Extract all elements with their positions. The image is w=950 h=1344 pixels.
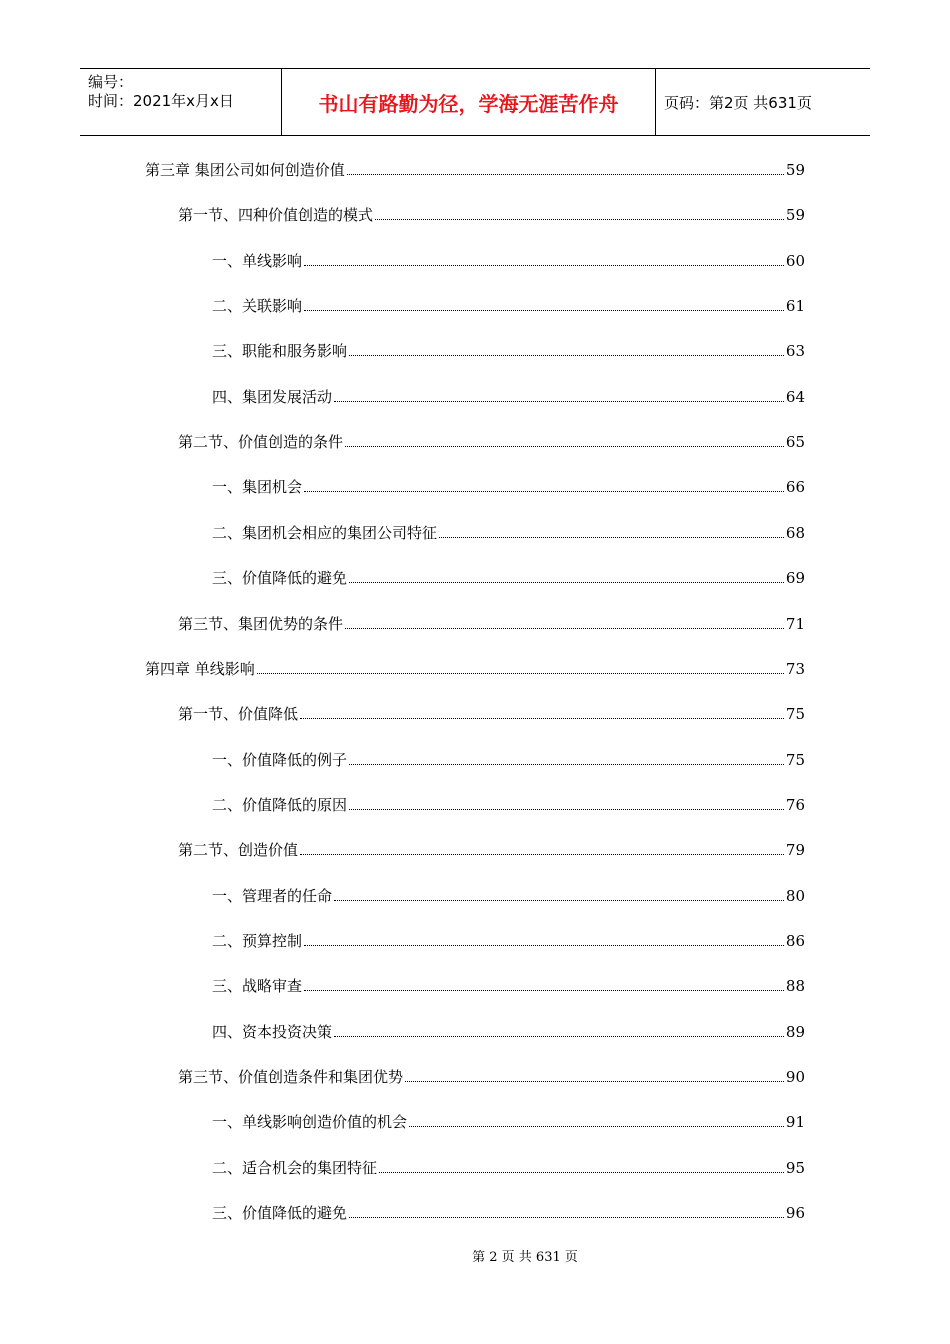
toc-entry[interactable]	[178, 840, 805, 860]
toc-entry[interactable]	[212, 931, 805, 951]
toc-entry-title: 一、单线影响	[212, 252, 303, 270]
toc-entry-title: 一、集团机会	[212, 478, 303, 496]
toc-entry[interactable]	[212, 1203, 805, 1223]
toc-entry[interactable]	[212, 976, 805, 996]
toc-leader-dots	[409, 1126, 784, 1127]
toc-entry-title: 第三节、价值创造条件和集团优势	[178, 1068, 404, 1086]
toc-entry[interactable]	[178, 614, 805, 634]
toc-entry[interactable]	[178, 704, 805, 724]
toc-entry[interactable]	[212, 523, 805, 543]
toc-leader-dots	[375, 219, 784, 220]
toc-entry-page: 71	[785, 615, 805, 633]
toc-entry-title: 第一节、四种价值创造的模式	[178, 206, 374, 224]
toc-leader-dots	[334, 900, 784, 901]
toc-leader-dots	[349, 764, 784, 765]
toc-leader-dots	[300, 718, 784, 719]
toc-entry[interactable]	[212, 387, 805, 407]
toc-leader-dots	[345, 446, 784, 447]
toc-leader-dots	[304, 945, 784, 946]
toc-entry-title: 三、价值降低的避免	[212, 569, 348, 587]
toc-entry-title: 第四章 单线影响	[145, 660, 255, 678]
toc-entry-page: 60	[785, 252, 805, 270]
toc-entry[interactable]	[212, 568, 805, 588]
toc-entry-title: 第二节、价值创造的条件	[178, 433, 344, 451]
toc-entry[interactable]	[212, 1112, 805, 1132]
toc-entry[interactable]	[145, 659, 805, 679]
toc-leader-dots	[304, 265, 784, 266]
header-date: 时间：2021年x月x日	[88, 92, 234, 110]
toc-entry-page: 66	[785, 478, 805, 496]
toc-leader-dots	[439, 537, 784, 538]
toc-entry-page: 80	[785, 887, 805, 905]
toc-leader-dots	[347, 174, 784, 175]
toc-leader-dots	[257, 673, 784, 674]
toc-entry-page: 89	[785, 1023, 805, 1041]
toc-leader-dots	[349, 809, 784, 810]
toc-entry-title: 第三节、集团优势的条件	[178, 615, 344, 633]
toc-entry-page: 73	[785, 660, 805, 678]
toc-entry-page: 88	[785, 977, 805, 995]
toc-leader-dots	[379, 1172, 784, 1173]
toc-entry[interactable]	[212, 750, 805, 770]
page-header	[80, 68, 870, 136]
toc-leader-dots	[304, 491, 784, 492]
toc-entry-title: 第三章 集团公司如何创造价值	[145, 161, 345, 179]
toc-entry-page: 91	[785, 1113, 805, 1131]
toc-entry-title: 一、单线影响创造价值的机会	[212, 1113, 408, 1131]
toc-entry-page: 59	[785, 206, 805, 224]
toc-entry[interactable]	[212, 296, 805, 316]
toc-entry[interactable]	[212, 341, 805, 361]
toc-entry[interactable]	[212, 477, 805, 497]
toc-leader-dots	[405, 1081, 784, 1082]
toc-leader-dots	[349, 355, 784, 356]
toc-leader-dots	[345, 628, 784, 629]
toc-entry-title: 二、关联影响	[212, 297, 303, 315]
toc-leader-dots	[334, 401, 784, 402]
toc-entry[interactable]	[212, 886, 805, 906]
toc-entry-page: 63	[785, 342, 805, 360]
toc-entry-page: 75	[785, 705, 805, 723]
toc-entry-page: 64	[785, 388, 805, 406]
toc-entry-page: 79	[785, 841, 805, 859]
toc-entry-title: 二、预算控制	[212, 932, 303, 950]
toc-entry[interactable]	[212, 251, 805, 271]
toc-entry-page: 65	[785, 433, 805, 451]
toc-entry-title: 三、价值降低的避免	[212, 1204, 348, 1222]
toc-entry-title: 第二节、创造价值	[178, 841, 299, 859]
toc-leader-dots	[349, 1217, 784, 1218]
toc-entry[interactable]	[178, 432, 805, 452]
toc-entry-page: 86	[785, 932, 805, 950]
toc-entry-title: 三、职能和服务影响	[212, 342, 348, 360]
toc-entry-page: 68	[785, 524, 805, 542]
toc-entry[interactable]	[145, 160, 805, 180]
toc-leader-dots	[349, 582, 784, 583]
toc-entry[interactable]	[212, 795, 805, 815]
header-page-info: 页码：第2页 共631页	[664, 93, 812, 112]
toc-leader-dots	[334, 1036, 784, 1037]
toc-leader-dots	[304, 310, 784, 311]
toc-entry-page: 90	[785, 1068, 805, 1086]
toc-entry[interactable]	[178, 1067, 805, 1087]
page-footer: 第 2 页 共 631 页	[472, 1250, 578, 1265]
toc-entry-title: 二、适合机会的集团特征	[212, 1159, 378, 1177]
toc-entry-title: 四、集团发展活动	[212, 388, 333, 406]
toc-entry-title: 三、战略审查	[212, 977, 303, 995]
toc-entry-title: 第一节、价值降低	[178, 705, 299, 723]
toc-entry-page: 61	[785, 297, 805, 315]
header-motto: 书山有路勤为径，学海无涯苦作舟	[282, 69, 656, 135]
toc-entry-page: 95	[785, 1159, 805, 1177]
serial-number: 编号：	[88, 73, 134, 91]
toc-leader-dots	[304, 990, 784, 991]
toc-entry-page: 75	[785, 751, 805, 769]
toc-entry-page: 59	[785, 161, 805, 179]
toc-entry-title: 一、价值降低的例子	[212, 751, 348, 769]
toc-entry-page: 69	[785, 569, 805, 587]
toc-leader-dots	[300, 854, 784, 855]
toc-entry[interactable]	[212, 1022, 805, 1042]
toc-entry-page: 96	[785, 1204, 805, 1222]
toc-entry-page: 76	[785, 796, 805, 814]
toc-entry-title: 四、资本投资决策	[212, 1023, 333, 1041]
toc-entry-title: 二、集团机会相应的集团公司特征	[212, 524, 438, 542]
toc-entry-title: 二、价值降低的原因	[212, 796, 348, 814]
toc-entry[interactable]	[178, 205, 805, 225]
toc-entry[interactable]	[212, 1158, 805, 1178]
header-meta	[80, 69, 282, 135]
toc-entry-title: 一、管理者的任命	[212, 887, 333, 905]
